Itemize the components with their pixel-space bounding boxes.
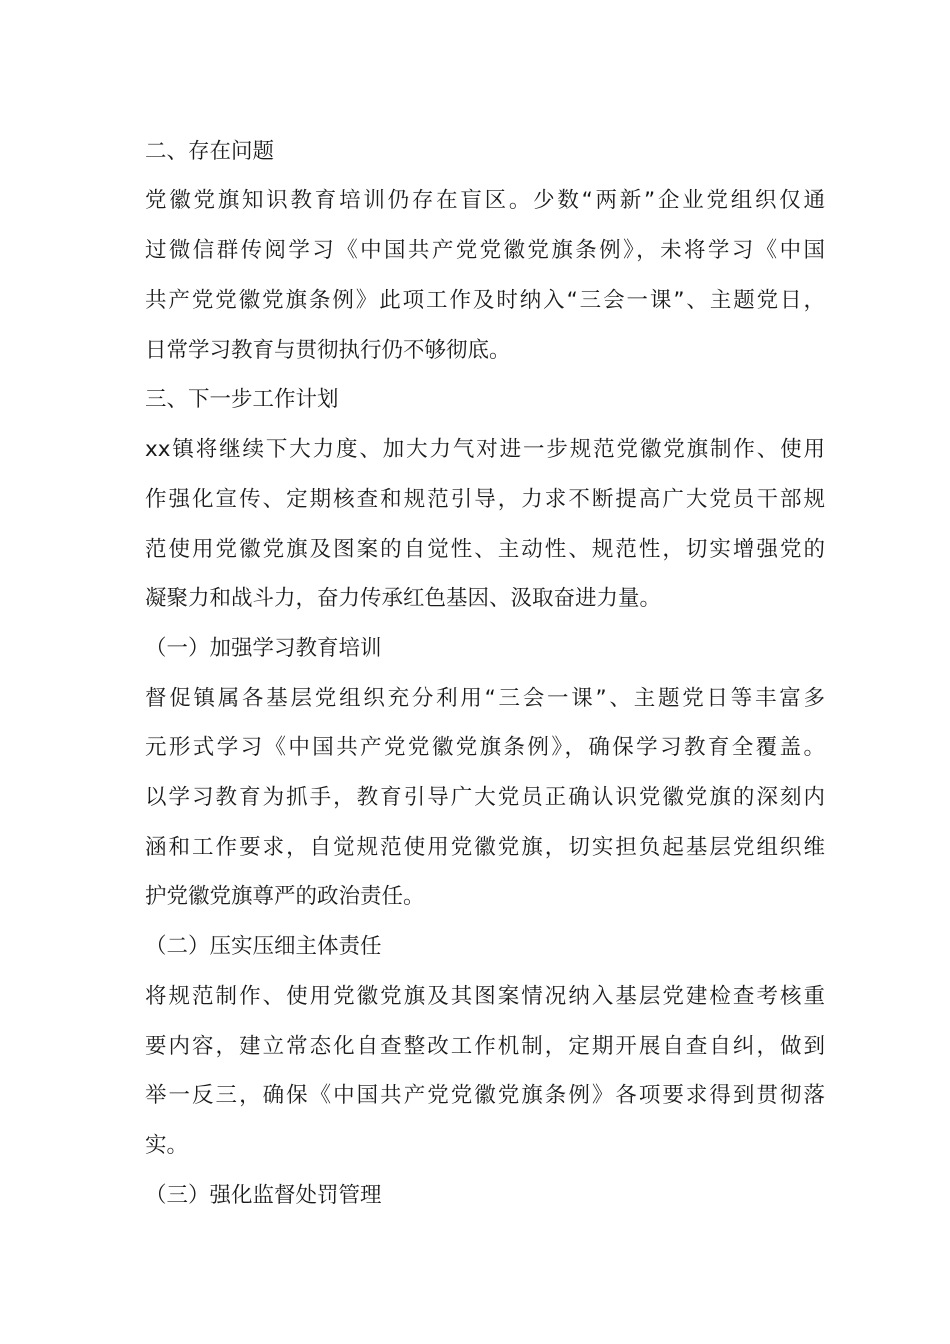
subheading-study-training: （一）加强学习教育培训: [145, 636, 382, 661]
paragraph-line: 过微信群传阅学习《中国共产党党徽党旗条例》，未将学习《中国: [145, 238, 825, 263]
paragraph-line: 党徽党旗知识教育培训仍存在盲区。少数“两新”企业党组织仅通: [145, 188, 825, 213]
heading-next-steps: 三、下一步工作计划: [145, 387, 339, 412]
paragraph-line: 凝聚力和战斗力，奋力传承红色基因、汲取奋进力量。: [145, 586, 662, 611]
subheading-responsibility: （二）压实压细主体责任: [145, 934, 382, 959]
paragraph-line: 将规范制作、使用党徽党旗及其图案情况纳入基层党建检查考核重: [145, 984, 825, 1009]
heading-existing-problems: 二、存在问题: [145, 139, 275, 164]
paragraph-line: 要内容，建立常态化自查整改工作机制，定期开展自查自纠，做到: [145, 1034, 825, 1059]
paragraph-line: 护党徽党旗尊严的政治责任。: [145, 884, 425, 909]
paragraph-line: 举一反三，确保《中国共产党党徽党旗条例》各项要求得到贯彻落: [145, 1083, 825, 1108]
paragraph-line: 涵和工作要求，自觉规范使用党徽党旗，切实担负起基层党组织维: [145, 835, 825, 860]
paragraph-line: 实。: [145, 1133, 189, 1158]
paragraph-line: xx镇将继续下大力度、加大力气对进一步规范党徽党旗制作、使用: [145, 437, 825, 462]
paragraph-line: 以学习教育为抓手，教育引导广大党员正确认识党徽党旗的深刻内: [145, 785, 825, 810]
paragraph-line: 日常学习教育与贯彻执行仍不够彻底。: [145, 338, 511, 363]
paragraph-line: 督促镇属各基层党组织充分利用“三会一课”、主题党日等丰富多: [145, 686, 825, 711]
paragraph-line: 作强化宣传、定期核查和规范引导，力求不断提高广大党员干部规: [145, 487, 825, 512]
subheading-supervision: （三）强化监督处罚管理: [145, 1183, 382, 1208]
paragraph-line: 共产党党徽党旗条例》此项工作及时纳入“三会一课”、主题党日，: [145, 288, 825, 313]
paragraph-line: 元形式学习《中国共产党党徽党旗条例》，确保学习教育全覆盖。: [145, 735, 825, 760]
paragraph-line: 范使用党徽党旗及图案的自觉性、主动性、规范性，切实增强党的: [145, 537, 825, 562]
